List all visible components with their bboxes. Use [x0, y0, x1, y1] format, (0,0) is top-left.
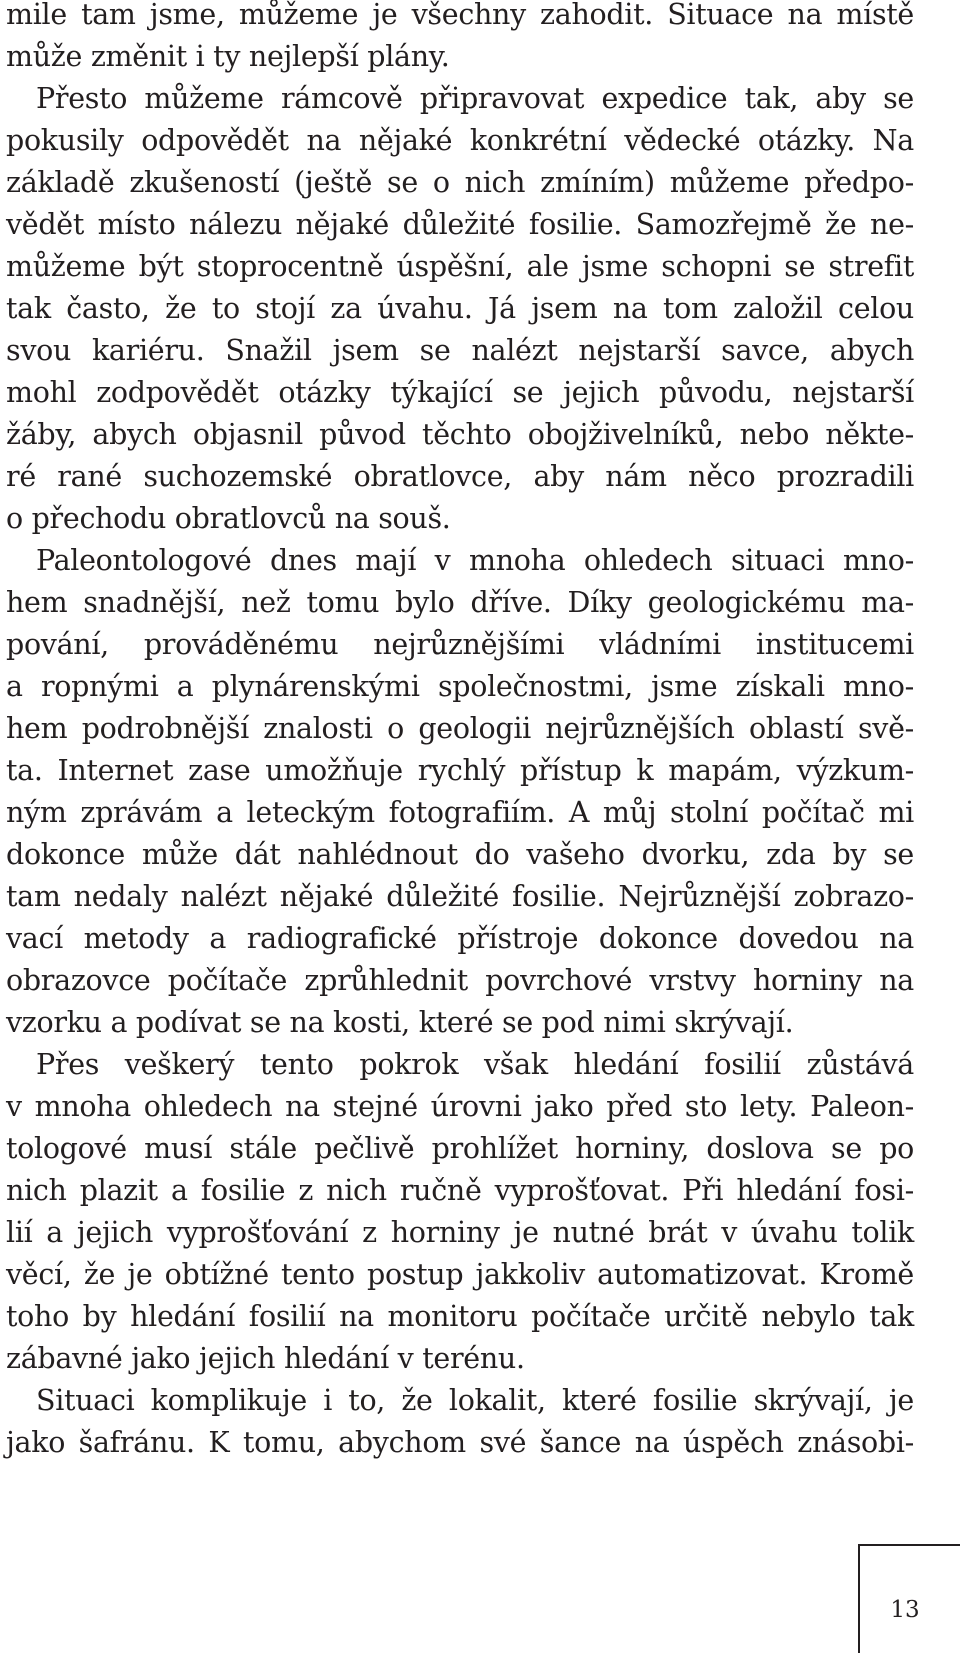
paragraph-start-line: Paleontologové dnes mají v mnoha ohledech situaci mno-: [36, 544, 914, 577]
text-line: hem snadnější, než tomu bylo dříve. Díky geologickému ma-: [6, 586, 914, 619]
text-line: ným zprávám a leteckým fotografiím. A můj stolní počítač mi: [6, 796, 914, 829]
text-line: o přechodu obratlovců na souš.: [6, 502, 451, 535]
text-line: hem podrobnější znalosti o geologii nejrůznějších oblastí svě-: [6, 712, 914, 745]
text-line: ta. Internet zase umožňuje rychlý přístup k mapám, výzkum-: [6, 754, 914, 787]
text-line: lií a jejich vyprošťování z horniny je nutné brát v úvahu tolik: [6, 1216, 914, 1249]
text-line: toho by hledání fosilií na monitoru počítače určitě nebylo tak: [6, 1300, 914, 1333]
paragraph-start-line: Přesto můžeme rámcově připravovat expedice tak, aby se: [36, 82, 914, 115]
paragraph-start-line: Situaci komplikuje i to, že lokalit, které fosilie skrývají, je: [36, 1384, 914, 1417]
text-line: vědět místo nálezu nějaké důležité fosilie. Samozřejmě že ne-: [6, 208, 914, 241]
text-line: jako šafránu. K tomu, abychom své šance na úspěch znásobi-: [6, 1426, 914, 1459]
text-line: tologové musí stále pečlivě prohlížet horniny, doslova se po: [6, 1132, 914, 1165]
text-line: základě zkušeností (ještě se o nich zmíním) můžeme předpo-: [6, 166, 914, 199]
text-line: žáby, abych objasnil původ těchto obojživelníků, nebo někte-: [6, 418, 914, 451]
text-line: pování, prováděnému nejrůznějšími vládními institucemi: [6, 628, 914, 661]
page-corner-rule-vertical: [858, 1544, 860, 1653]
page-number: 13: [890, 1597, 920, 1623]
text-line: zábavné jako jejich hledání v terénu.: [6, 1342, 525, 1375]
page-corner-rule-horizontal: [858, 1544, 960, 1546]
text-line: mile tam jsme, můžeme je všechny zahodit. Situace na místě: [6, 0, 914, 31]
text-line: tam nedaly nalézt nějaké důležité fosilie. Nejrůznější zobrazo-: [6, 880, 914, 913]
text-line: pokusily odpovědět na nějaké konkrétní vědecké otázky. Na: [6, 124, 914, 157]
text-line: věcí, že je obtížné tento postup jakkoliv automatizovat. Kromě: [6, 1258, 914, 1291]
text-line: může změnit i ty nejlepší plány.: [6, 40, 450, 73]
paragraph-start-line: Přes veškerý tento pokrok však hledání fosilií zůstává: [36, 1048, 914, 1081]
text-line: dokonce může dát nahlédnout do vašeho dvorku, zda by se: [6, 838, 914, 871]
text-line: tak často, že to stojí za úvahu. Já jsem na tom založil celou: [6, 292, 914, 325]
text-line: v mnoha ohledech na stejné úrovni jako před sto lety. Paleon-: [6, 1090, 914, 1123]
text-line: svou kariéru. Snažil jsem se nalézt nejstarší savce, abych: [6, 334, 914, 367]
text-line: vací metody a radiografické přístroje dokonce dovedou na: [6, 922, 914, 955]
text-line: a ropnými a plynárenskými společnostmi, jsme získali mno-: [6, 670, 914, 703]
text-line: ré rané suchozemské obratlovce, aby nám něco prozradili: [6, 460, 914, 493]
text-line: vzorku a podívat se na kosti, které se pod nimi skrývají.: [6, 1006, 794, 1039]
text-line: mohl zodpovědět otázky týkající se jejich původu, nejstarší: [6, 376, 914, 409]
text-line: obrazovce počítače zprůhlednit povrchové vrstvy horniny na: [6, 964, 914, 997]
text-line: nich plazit a fosilie z nich ručně vyprošťovat. Při hledání fosi-: [6, 1174, 914, 1207]
text-line: můžeme být stoprocentně úspěšní, ale jsme schopni se strefit: [6, 250, 914, 283]
